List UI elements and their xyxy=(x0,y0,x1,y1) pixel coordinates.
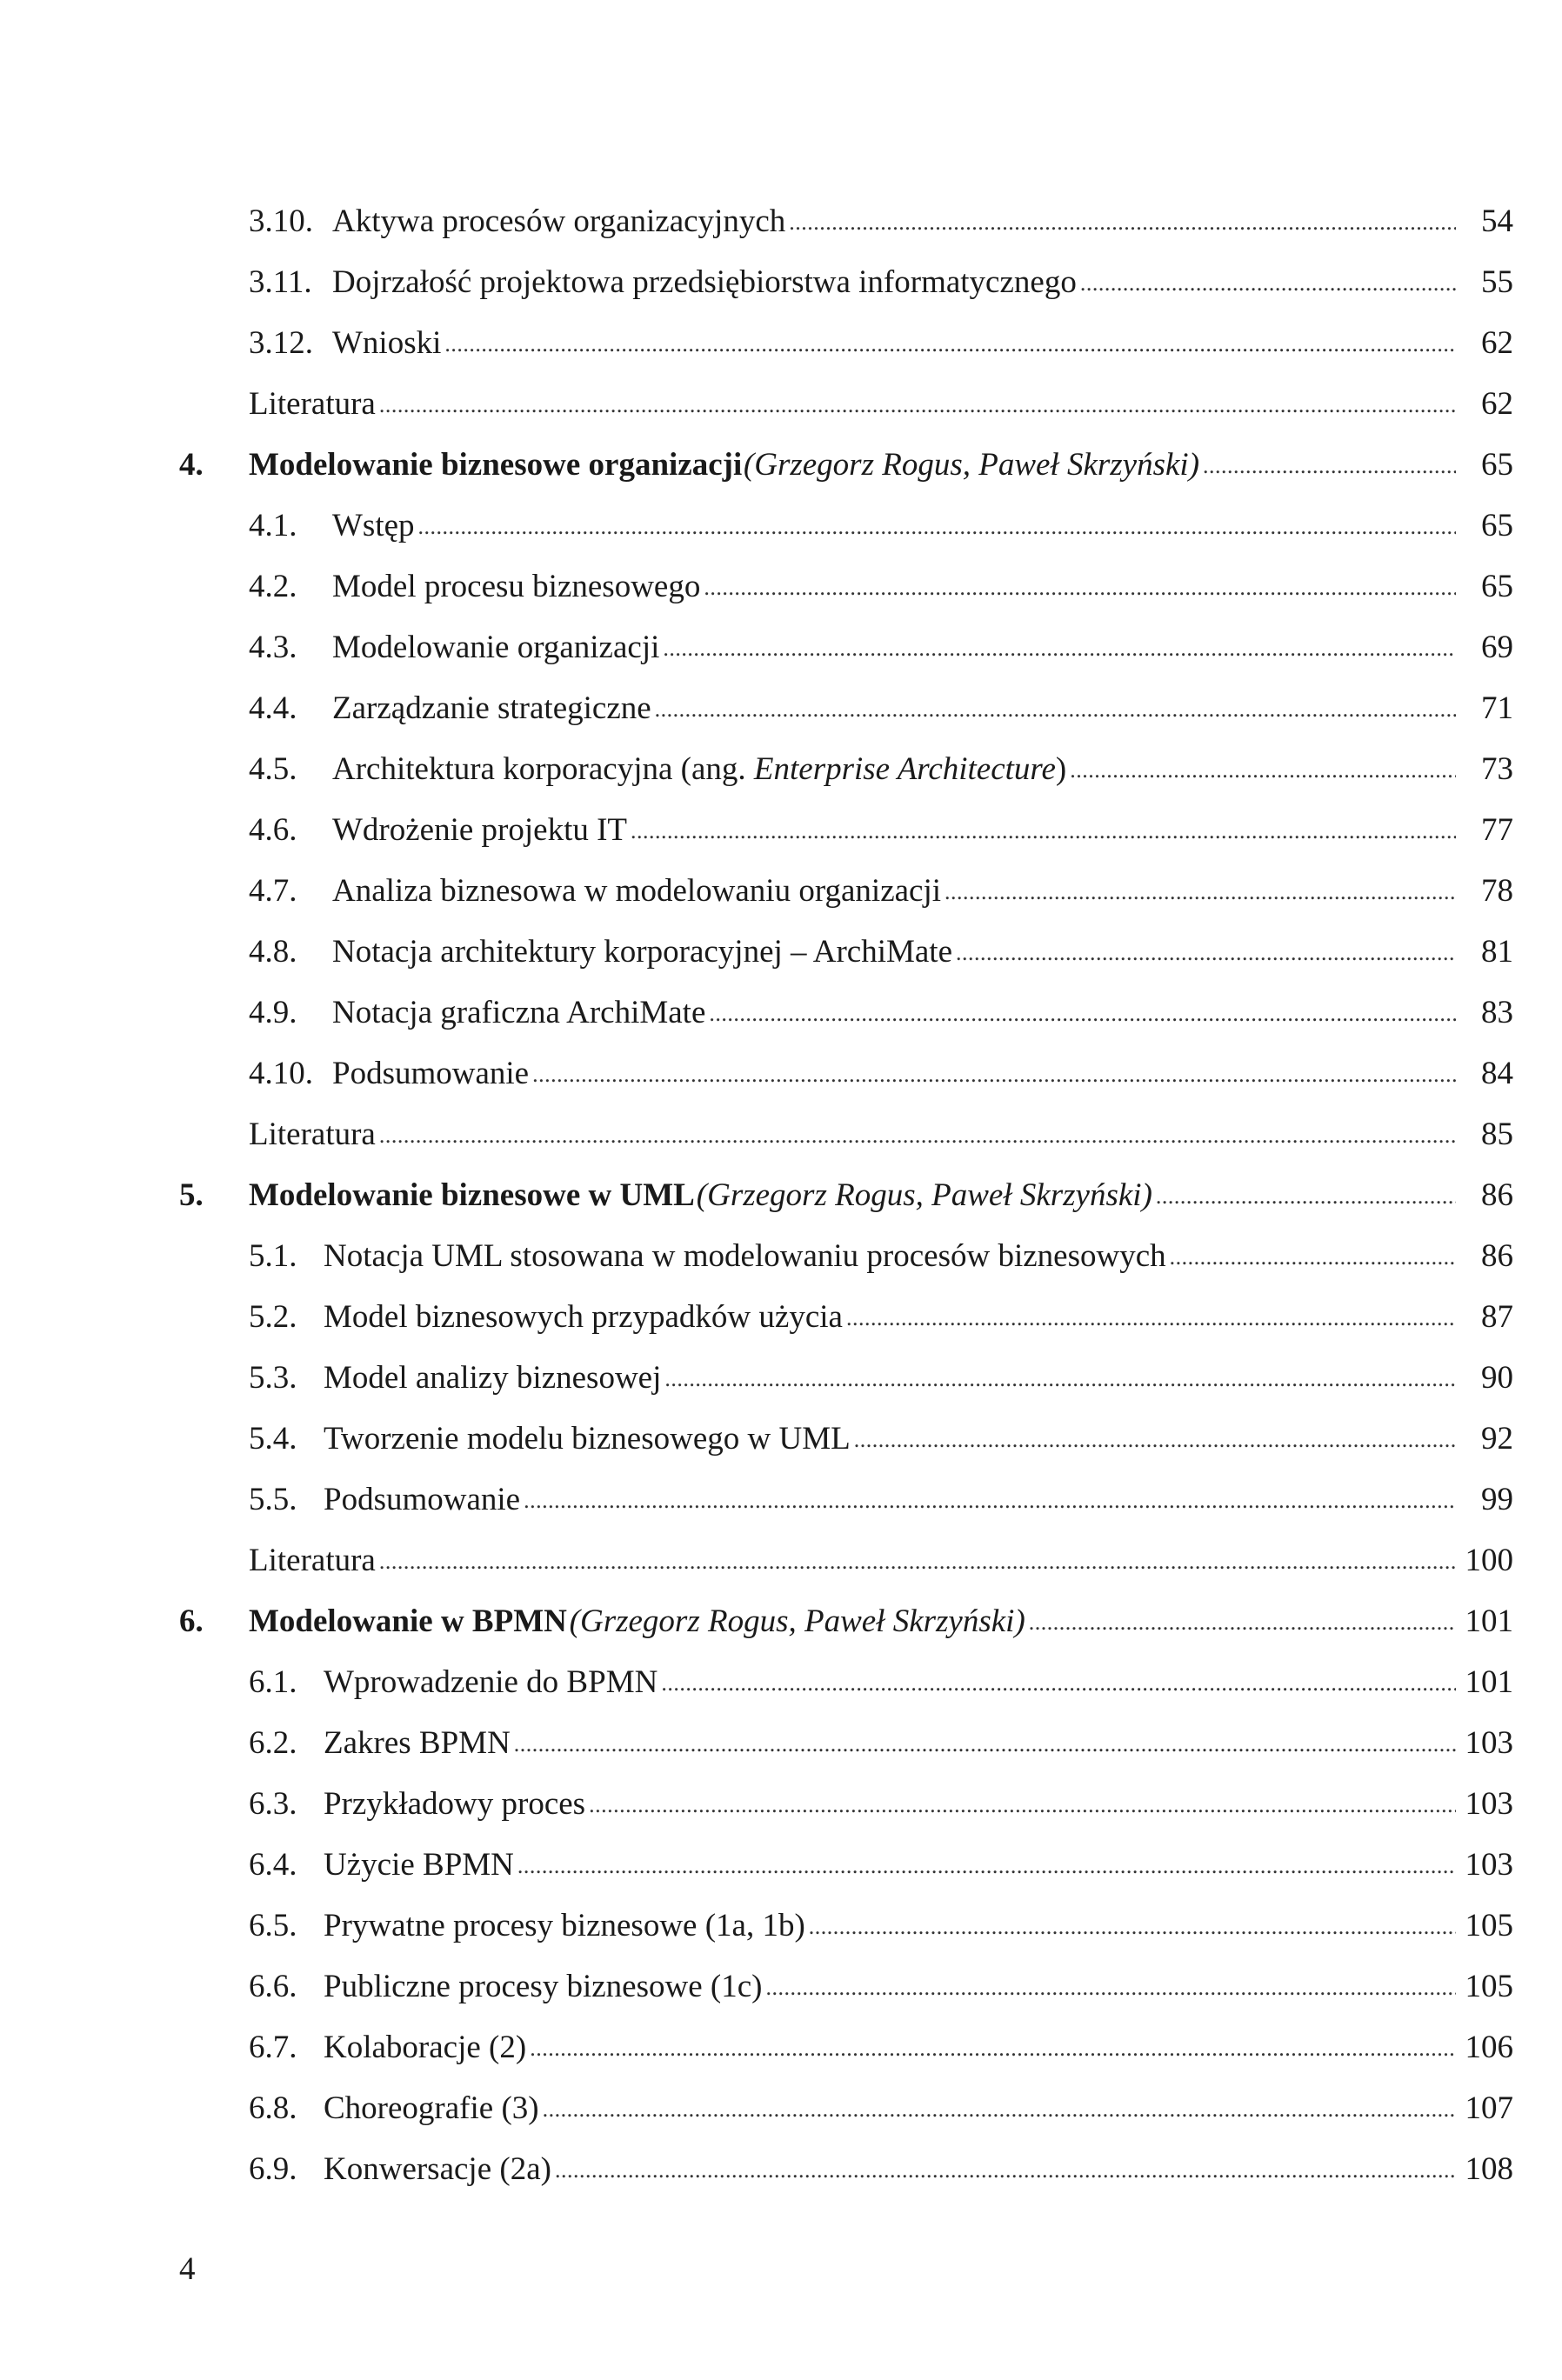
entry-title: Podsumowanie xyxy=(324,1482,521,1517)
entry-title: Literatura xyxy=(249,386,376,422)
chapter-number: 6. xyxy=(179,1603,204,1639)
entry-page: 65 xyxy=(1481,508,1513,543)
entry-title: Model procesu biznesowego xyxy=(332,569,701,604)
leader-dots xyxy=(945,863,1456,918)
toc-entry xyxy=(249,2083,1513,2135)
toc-entry xyxy=(249,1109,1513,1161)
entry-number: 4.10. xyxy=(249,1056,313,1091)
entry-page: 84 xyxy=(1481,1056,1513,1091)
entry-page: 62 xyxy=(1481,386,1513,422)
toc-entry xyxy=(249,1474,1513,1526)
entry-page: 65 xyxy=(1481,447,1513,483)
entry-title: Konwersacje (2a) xyxy=(324,2151,551,2187)
entry-page: 103 xyxy=(1465,1725,1513,1761)
entry-number: 4.9. xyxy=(249,995,297,1030)
entry-title: Model biznesowych przypadków użycia xyxy=(324,1299,843,1335)
toc-entry xyxy=(249,1230,1513,1283)
entry-number: 5.4. xyxy=(249,1421,297,1457)
leader-dots xyxy=(524,1472,1456,1527)
entry-title: Modelowanie organizacji xyxy=(332,630,660,665)
entry-page: 85 xyxy=(1481,1117,1513,1152)
entry-number: 3.11. xyxy=(249,264,312,300)
leader-dots xyxy=(555,2142,1456,2197)
entry-title: Choreografie (3) xyxy=(324,2090,539,2126)
toc-entry xyxy=(249,1717,1513,1770)
leader-dots xyxy=(704,559,1456,614)
entry-number: 6.4. xyxy=(249,1847,297,1883)
leader-dots xyxy=(809,1898,1456,1953)
toc-chapter-entry xyxy=(179,439,1513,491)
entry-page: 83 xyxy=(1481,995,1513,1030)
leader-dots xyxy=(664,1350,1456,1405)
entry-page: 86 xyxy=(1481,1238,1513,1274)
toc-entry xyxy=(249,1352,1513,1404)
entry-number: 6.1. xyxy=(249,1664,297,1700)
entry-page: 108 xyxy=(1465,2151,1513,2187)
leader-dots xyxy=(1170,1229,1456,1283)
toc-entry xyxy=(249,865,1513,917)
entry-page: 106 xyxy=(1465,2030,1513,2065)
entry-page: 55 xyxy=(1481,264,1513,300)
entry-number: 6.3. xyxy=(249,1786,297,1822)
toc-entry xyxy=(249,378,1513,430)
toc-entry xyxy=(249,1291,1513,1343)
chapter-authors: (Grzegorz Rogus, Paweł Skrzyński) xyxy=(696,1177,1152,1213)
leader-dots xyxy=(418,498,1456,553)
leader-dots xyxy=(655,681,1456,736)
leader-dots xyxy=(661,1655,1456,1710)
toc-entry xyxy=(249,1961,1513,2013)
leader-dots xyxy=(631,803,1456,857)
entry-page: 99 xyxy=(1481,1482,1513,1517)
entry-page: 101 xyxy=(1465,1664,1513,1700)
leader-dots xyxy=(543,2081,1456,2136)
leader-dots xyxy=(956,924,1456,979)
toc-entry xyxy=(249,561,1513,613)
entry-page: 103 xyxy=(1465,1847,1513,1883)
toc-entry xyxy=(249,2143,1513,2196)
entry-title: Notacja graficzna ArchiMate xyxy=(332,995,706,1030)
entry-number: 5.3. xyxy=(249,1360,297,1396)
entry-title: Dojrzałość projektowa przedsiębiorstwa informatycznego xyxy=(332,264,1077,300)
entry-page: 81 xyxy=(1481,934,1513,970)
entry-title: Podsumowanie xyxy=(332,1056,530,1091)
entry-title: Literatura xyxy=(249,1543,376,1578)
entry-title: Notacja architektury korporacyjnej – ArchiMate xyxy=(332,934,952,970)
entry-number: 4.2. xyxy=(249,569,297,604)
page-number: 4 xyxy=(179,2251,196,2287)
entry-number: 6.8. xyxy=(249,2090,297,2126)
entry-number: 4.1. xyxy=(249,508,297,543)
leader-dots xyxy=(514,1716,1456,1770)
toc-entry xyxy=(249,926,1513,978)
toc-entry xyxy=(249,683,1513,735)
leader-dots xyxy=(1029,1594,1456,1649)
toc-entry xyxy=(249,622,1513,674)
entry-page: 54 xyxy=(1481,203,1513,239)
entry-page: 92 xyxy=(1481,1421,1513,1457)
toc-entry xyxy=(249,317,1513,370)
entry-title: Literatura xyxy=(249,1117,376,1152)
toc-entry xyxy=(249,196,1513,248)
entry-number: 5.5. xyxy=(249,1482,297,1517)
leader-dots xyxy=(1070,742,1456,797)
toc-entry xyxy=(249,500,1513,552)
entry-title: Architektura korporacyjna (ang. xyxy=(332,751,754,787)
entry-number: 6.5. xyxy=(249,1908,297,1943)
chapter-title: Modelowanie biznesowe w UML xyxy=(249,1177,695,1213)
chapter-title: Modelowanie w BPMN xyxy=(249,1603,567,1639)
entry-title: Notacja UML stosowana w modelowaniu procesów biznesowych xyxy=(324,1238,1166,1274)
entry-title-italic: Enterprise Architecture xyxy=(753,751,1056,787)
leader-dots xyxy=(379,1107,1456,1162)
entry-page: 86 xyxy=(1481,1177,1513,1213)
entry-page: 73 xyxy=(1481,751,1513,787)
toc-chapter-entry xyxy=(179,1596,1513,1648)
entry-title: Prywatne procesy biznesowe (1a, 1b) xyxy=(324,1908,805,1943)
chapter-number: 5. xyxy=(179,1177,204,1213)
entry-title: Wstęp xyxy=(332,508,415,543)
leader-dots xyxy=(709,985,1456,1040)
entry-number: 4.5. xyxy=(249,751,297,787)
entry-page: 103 xyxy=(1465,1786,1513,1822)
entry-number: 4.4. xyxy=(249,690,297,726)
entry-title: Przykładowy proces xyxy=(324,1786,586,1822)
entry-title: Kolaboracje (2) xyxy=(324,2030,527,2065)
entry-number: 4.3. xyxy=(249,630,297,665)
entry-number: 4.8. xyxy=(249,934,297,970)
toc-entry xyxy=(249,743,1513,796)
toc-entry xyxy=(249,1839,1513,1891)
chapter-authors: (Grzegorz Rogus, Paweł Skrzyński) xyxy=(743,447,1200,483)
toc-entry xyxy=(249,987,1513,1039)
leader-dots xyxy=(444,316,1456,370)
entry-title: Użycie BPMN xyxy=(324,1847,514,1883)
entry-page: 105 xyxy=(1465,1908,1513,1943)
leader-dots xyxy=(765,1959,1456,2014)
entry-number: 4.6. xyxy=(249,812,297,848)
entry-number: 6.9. xyxy=(249,2151,297,2187)
entry-page: 62 xyxy=(1481,325,1513,361)
toc-entry xyxy=(249,1413,1513,1465)
leader-dots xyxy=(1156,1168,1456,1223)
entry-page: 105 xyxy=(1465,1969,1513,2004)
leader-dots xyxy=(1080,255,1456,310)
toc-entry xyxy=(249,1778,1513,1830)
toc-entry xyxy=(249,804,1513,857)
toc-chapter-entry xyxy=(179,1170,1513,1222)
entry-page: 87 xyxy=(1481,1299,1513,1335)
leader-dots xyxy=(663,620,1456,675)
entry-title: Model analizy biznesowej xyxy=(324,1360,662,1396)
entry-page: 100 xyxy=(1465,1543,1513,1578)
leader-dots xyxy=(379,377,1456,431)
toc-entry xyxy=(249,2022,1513,2074)
entry-title: Zakres BPMN xyxy=(324,1725,511,1761)
entry-page: 78 xyxy=(1481,873,1513,909)
entry-page: 65 xyxy=(1481,569,1513,604)
leader-dots xyxy=(530,2020,1456,2075)
entry-page: 90 xyxy=(1481,1360,1513,1396)
entry-title-end: ) xyxy=(1055,751,1067,787)
entry-page: 69 xyxy=(1481,630,1513,665)
leader-dots xyxy=(854,1411,1456,1466)
entry-title: Tworzenie modelu biznesowego w UML xyxy=(324,1421,851,1457)
chapter-authors: (Grzegorz Rogus, Paweł Skrzyński) xyxy=(569,1603,1025,1639)
leader-dots xyxy=(517,1837,1456,1892)
entry-page: 107 xyxy=(1465,2090,1513,2126)
leader-dots xyxy=(589,1777,1456,1831)
leader-dots xyxy=(379,1533,1456,1588)
entry-title: Wnioski xyxy=(332,325,442,361)
entry-number: 3.10. xyxy=(249,203,313,239)
entry-number: 3.12. xyxy=(249,325,313,361)
leader-dots xyxy=(846,1290,1456,1344)
entry-number: 6.7. xyxy=(249,2030,297,2065)
entry-title: Wprowadzenie do BPMN xyxy=(324,1664,658,1700)
entry-number: 4.7. xyxy=(249,873,297,909)
entry-number: 5.2. xyxy=(249,1299,297,1335)
entry-number: 6.2. xyxy=(249,1725,297,1761)
leader-dots xyxy=(1203,437,1456,492)
chapter-title: Modelowanie biznesowe organizacji xyxy=(249,447,743,483)
toc-entry xyxy=(249,257,1513,309)
entry-page: 71 xyxy=(1481,690,1513,726)
entry-title: Analiza biznesowa w modelowaniu organizacji xyxy=(332,873,942,909)
entry-title: Publiczne procesy biznesowe (1c) xyxy=(324,1969,763,2004)
entry-title: Wdrożenie projektu IT xyxy=(332,812,628,848)
toc-entry xyxy=(249,1535,1513,1587)
toc-entry xyxy=(249,1048,1513,1100)
entry-page: 77 xyxy=(1481,812,1513,848)
leader-dots xyxy=(789,194,1456,249)
leader-dots xyxy=(532,1046,1456,1101)
entry-number: 5.1. xyxy=(249,1238,297,1274)
chapter-number: 4. xyxy=(179,447,204,483)
entry-title: Aktywa procesów organizacyjnych xyxy=(332,203,786,239)
toc-entry xyxy=(249,1657,1513,1709)
entry-page: 101 xyxy=(1465,1603,1513,1639)
toc-entry xyxy=(249,1900,1513,1952)
entry-number: 6.6. xyxy=(249,1969,297,2004)
entry-title: Zarządzanie strategiczne xyxy=(332,690,651,726)
